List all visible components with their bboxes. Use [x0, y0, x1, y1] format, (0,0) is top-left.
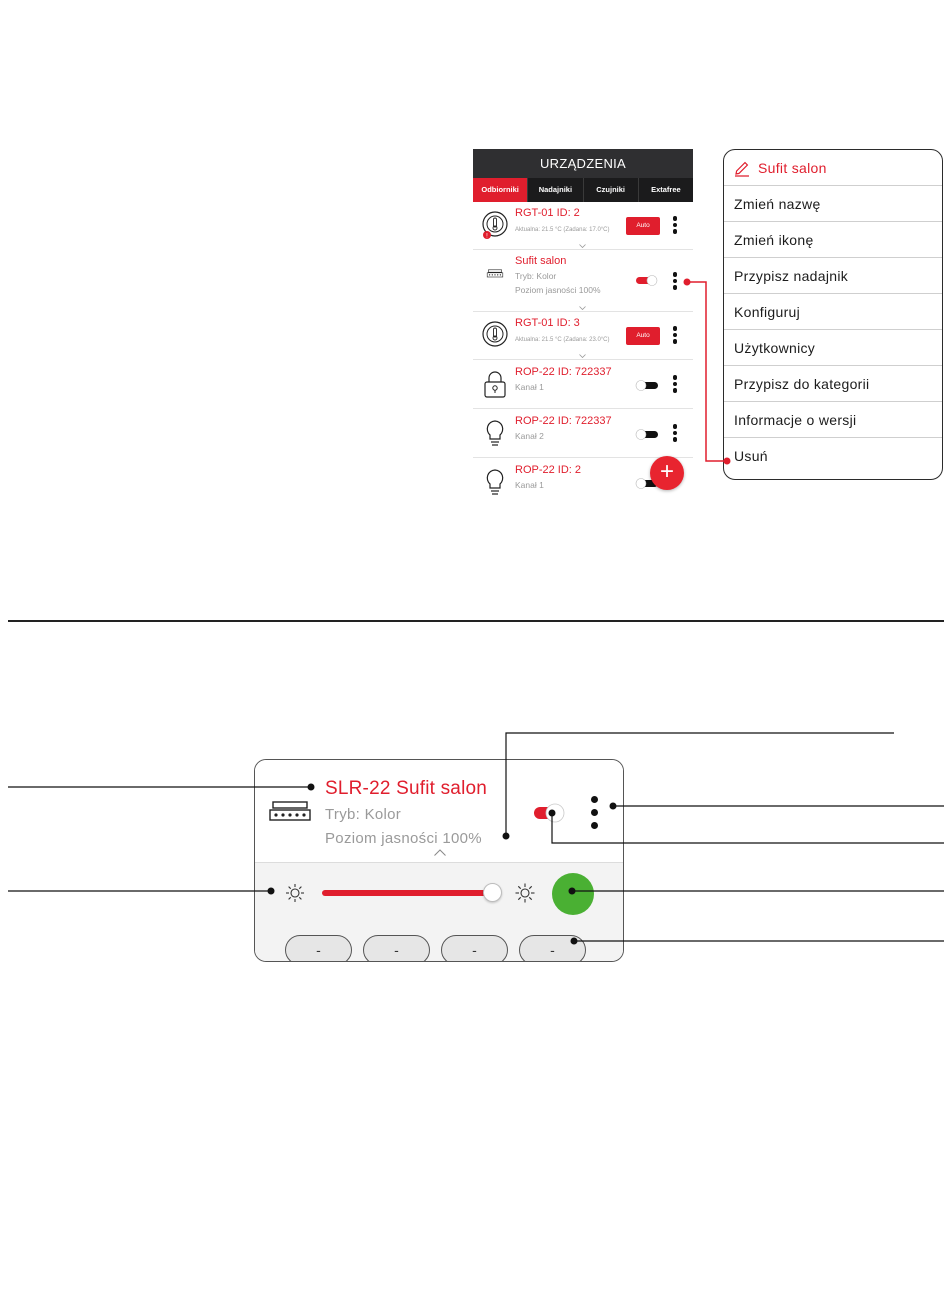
callout-dot [503, 833, 510, 840]
device-temperature: Aktualna: 21.5 °C (Zadana: 17.0°C) [515, 227, 610, 233]
menu-item-users[interactable]: Użytkownicy [724, 330, 942, 366]
menu-header-label: Sufit salon [758, 160, 827, 176]
callout-dot [571, 938, 578, 945]
callout-dot [308, 784, 315, 791]
callout-line-toggle [552, 813, 944, 843]
tab-czujniki[interactable]: Czujniki [583, 178, 638, 202]
device-mode: Tryb: Kolor [325, 806, 402, 823]
device-name: Sufit salon [515, 255, 567, 267]
preset-button-1[interactable]: - [285, 935, 352, 962]
callout-line-delete [687, 282, 727, 461]
preset-button-3[interactable]: - [441, 935, 508, 962]
callout-dot [684, 279, 691, 286]
tab-extafree[interactable]: Extafree [638, 178, 693, 202]
menu-item-assign-transmitter[interactable]: Przypisz nadajnik [724, 258, 942, 294]
callout-dot [610, 803, 617, 810]
device-name: ROP-22 ID: 722337 [515, 415, 612, 427]
screen-title: URZĄDZENIA [473, 149, 693, 178]
device-name: SLR-22 Sufit salon [325, 778, 488, 799]
menu-item-change-icon[interactable]: Zmień ikonę [724, 222, 942, 258]
device-name: ROP-22 ID: 2 [515, 464, 582, 476]
menu-item-delete[interactable]: Usuń [734, 448, 768, 464]
device-mode: Tryb: Kolor [515, 271, 557, 281]
auto-mode-button[interactable]: Auto [626, 217, 660, 235]
device-channel: Kanał 1 [515, 382, 544, 392]
menu-item-configure[interactable]: Konfiguruj [724, 294, 942, 330]
add-device-button[interactable]: + [650, 456, 684, 490]
preset-button-4[interactable]: - [519, 935, 586, 962]
device-name: ROP-22 ID: 722337 [515, 366, 612, 378]
svg-text:!: ! [486, 233, 488, 240]
device-name: RGT-01 ID: 2 [515, 207, 580, 219]
menu-item-rename[interactable]: Zmień nazwę [724, 186, 942, 222]
callout-dot [549, 810, 556, 817]
auto-mode-button[interactable]: Auto [626, 327, 660, 345]
device-brightness: Poziom jasności 100% [515, 285, 601, 295]
device-temperature: Aktualna: 21.5 °C (Zadana: 23.0°C) [515, 337, 610, 343]
device-channel: Kanał 2 [515, 431, 544, 441]
callout-dot [569, 888, 576, 895]
tab-odbiorniki[interactable]: Odbiorniki [473, 178, 527, 202]
device-brightness: Poziom jasności 100% [325, 830, 482, 847]
callout-dot [724, 458, 731, 465]
callout-dot [268, 888, 275, 895]
device-channel: Kanał 1 [515, 480, 544, 490]
preset-button-2[interactable]: - [363, 935, 430, 962]
menu-item-version-info[interactable]: Informacje o wersji [724, 402, 942, 438]
callout-line-brightness [506, 733, 894, 836]
tab-nadajniki[interactable]: Nadajniki [527, 178, 582, 202]
device-name: RGT-01 ID: 3 [515, 317, 580, 329]
menu-item-assign-category[interactable]: Przypisz do kategorii [724, 366, 942, 402]
